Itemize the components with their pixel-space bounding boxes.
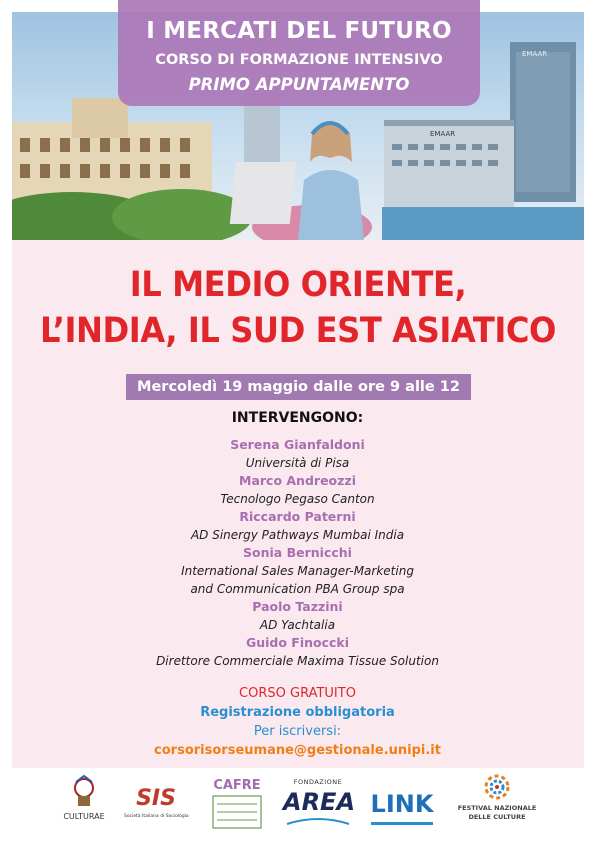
speaker-name: Riccardo Paterni xyxy=(239,509,356,524)
sis-logo-mark: SIS xyxy=(136,786,176,811)
area-wave-icon xyxy=(283,816,353,830)
speaker-name: Marco Andreozzi xyxy=(239,473,356,488)
partner-logos xyxy=(0,772,595,842)
link-logo-mark: LINK xyxy=(370,790,434,818)
speaker-role: AD Yachtalia xyxy=(259,618,336,632)
emaar-sign-tower: EMAAR xyxy=(522,50,548,58)
speaker-name: Serena Gianfaldoni xyxy=(230,437,365,452)
link-logo xyxy=(367,772,437,832)
speaker-role: AD Sinergy Pathways Mumbai India xyxy=(190,528,405,542)
speaker-role: International Sales Manager-Marketing xyxy=(181,564,414,578)
session-label: PRIMO APPUNTAMENTO xyxy=(188,75,410,94)
speakers-list xyxy=(0,436,595,670)
speaker-role: Tecnologo Pegaso Canton xyxy=(220,492,375,506)
festival-circle-icon xyxy=(455,772,539,802)
speaker-name: Guido Finoccki xyxy=(245,635,350,650)
cafre-logo xyxy=(207,772,267,832)
headline-line-1: IL MEDIO ORIENTE, xyxy=(129,265,467,305)
emaar-sign-building: EMAAR xyxy=(430,130,456,138)
festival-logo-line-1: FESTIVAL NAZIONALE xyxy=(457,804,537,812)
area-logo-mark: AREA xyxy=(283,788,356,816)
sis-logo-text: Società Italiana di Sociologia xyxy=(124,814,189,819)
sis-logo xyxy=(124,772,188,832)
area-logo-top: FONDAZIONE xyxy=(293,778,343,786)
course-title: I MERCATI DEL FUTURO xyxy=(146,18,452,44)
link-underline-icon xyxy=(367,820,437,828)
cafre-logo-mark: CAFRE xyxy=(213,778,261,793)
course-subtitle: CORSO DI FORMAZIONE INTENSIVO xyxy=(155,52,443,68)
signup-email-link[interactable]: corsorisorseumane@gestionale.unipi.it xyxy=(154,743,441,758)
culturae-logo xyxy=(58,772,110,832)
speaker-role: Università di Pisa xyxy=(245,456,350,470)
speaker-role: and Communication PBA Group spa xyxy=(190,582,405,596)
signup-label: Per iscriversi: xyxy=(253,724,342,739)
header-card xyxy=(118,0,480,106)
date-banner: Mercoledì 19 maggio dalle ore 9 alle 12 xyxy=(126,374,471,400)
registration-required-label: Registrazione obbligatoria xyxy=(200,705,395,720)
festival-logo xyxy=(455,772,539,832)
speaker-role: Direttore Commerciale Maxima Tissue Solution xyxy=(156,654,439,668)
cafre-graphic-icon xyxy=(207,794,267,834)
culturae-emblem-icon xyxy=(58,772,110,812)
headline-line-2: L’INDIA, IL SUD EST ASIATICO xyxy=(40,311,556,351)
speakers-heading: INTERVENGONO: xyxy=(231,410,364,426)
culturae-logo-text: CULTURAE xyxy=(63,812,105,821)
speaker-name: Sonia Bernicchi xyxy=(243,545,352,560)
fondazione-area-logo xyxy=(283,772,356,832)
speaker-name: Paolo Tazzini xyxy=(252,599,343,614)
festival-logo-line-2: DELLE CULTURE xyxy=(468,813,526,821)
free-course-label: CORSO GRATUITO xyxy=(239,686,356,701)
